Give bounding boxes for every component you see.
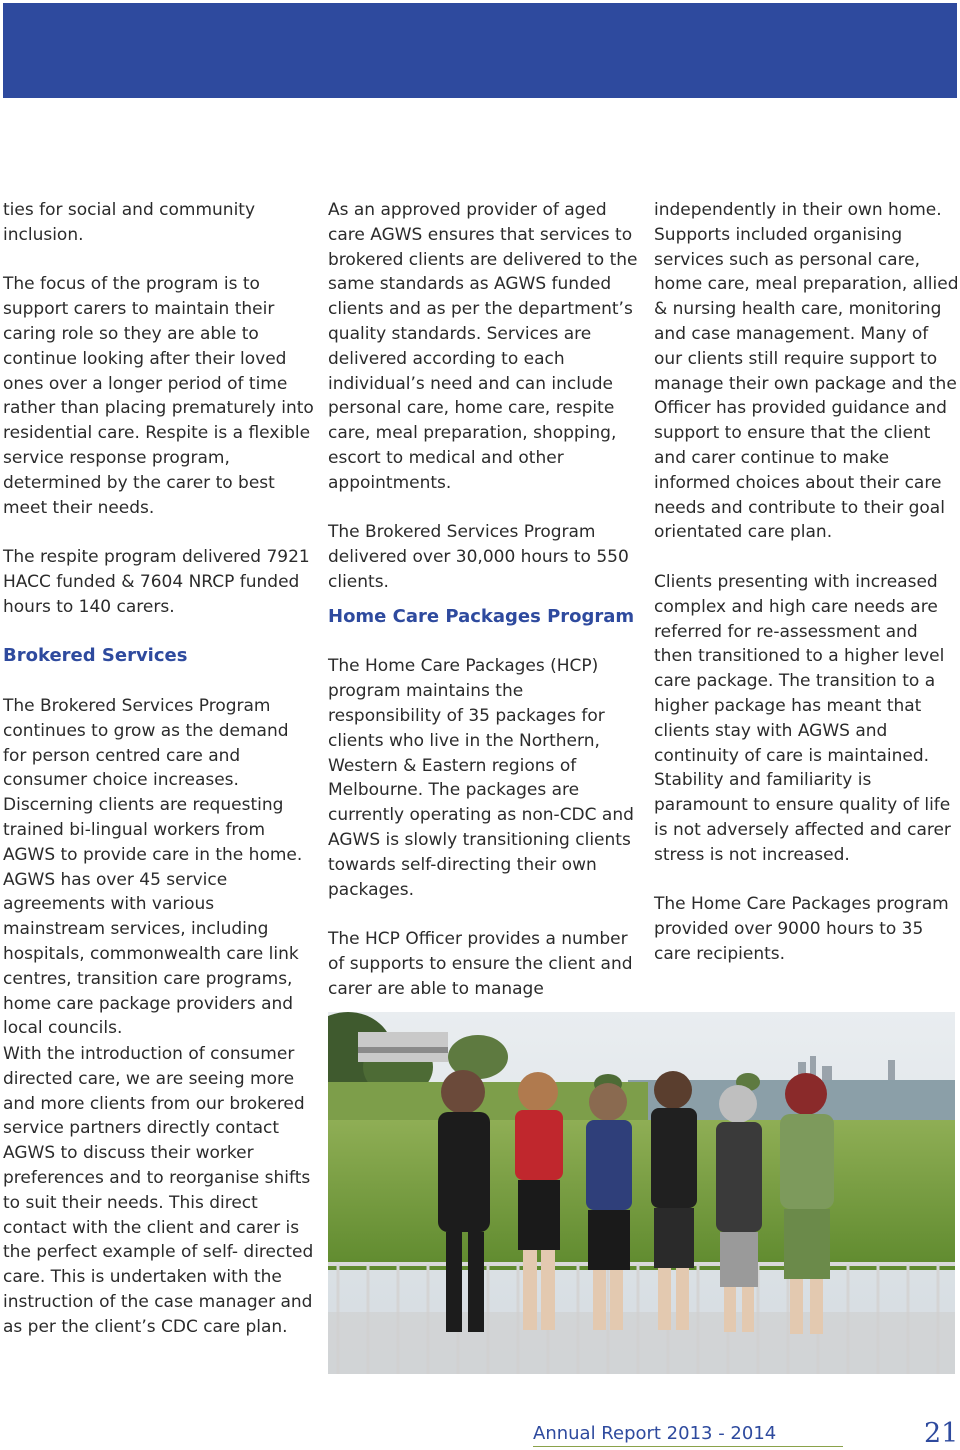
column-1 [3, 198, 315, 1041]
paragraph: independently in their own home. Supports included organising services such as personal care, home care, meal preparation, allied & nursing health care, monitoring and case management. Many of our clients still require support to manage their own package and the Officer has provided guidance and support to ensure that the client and carer continue to make informed choices about their care needs and contribute to their goal orientated care plan. [654, 200, 959, 543]
paragraph: With the introduction of consumer directed care, we are seeing more and more clients from our brokered service partners directly contact AGWS to discuss their worker preferences and to reorganise shifts to suit their needs. This direct contact with the client and carer is the perfect example of self- directed care. This is undertaken with the instruction of the case manager and as per the client’s CDC care plan. [3, 1044, 314, 1337]
section-heading-brokered-services: Brokered Services [3, 645, 188, 667]
page-number: 21 [924, 1418, 959, 1449]
header-band [3, 3, 957, 98]
paragraph: The HCP Officer provides a number of supports to ensure the client and carer are able to manage [328, 929, 633, 999]
paragraph: Clients presenting with increased complex and high care needs are referred for re-assessment and then transitioned to a higher level care package. The transition to a higher package has meant that clients stay with AGWS and continuity of care is maintained. Stability and familiarity is paramount to ensure quality of life is not adversely affected and carer stress is not increased. [654, 571, 951, 865]
column-3 [654, 198, 960, 967]
paragraph: The Brokered Services Program continues to grow as the demand for person centred care and consumer choice increases. Discerning clients are requesting trained bi-lingual workers from AGWS to provide care in the home. AGWS has over 45 service agreements with various mainstream services, including hospitals, commonwealth care link centres, transition care programs, home care package providers and local councils. [3, 695, 303, 1039]
column-2 [328, 198, 640, 1002]
paragraph: The Brokered Services Program delivered over 30,000 hours to 550 clients. [328, 522, 629, 592]
paragraph: As an approved provider of aged care AGWS ensures that services to brokered clients are delivered to the same standards as AGWS funded clients and as per the department’s quality standards. Services are delivered according to each individual’s need and can include personal care, home care, respite care, meal preparation, shopping, escort to medical and other appointments. [328, 200, 638, 493]
paragraph: The focus of the program is to support carers to maintain their caring role so they are able to continue looking after their loved ones over a longer period of time rather than placing prematurely into residential care. Respite is a flexible service response program, determined by the carer to best meet their needs. [3, 274, 314, 518]
paragraph: The Home Care Packages (HCP) program maintains the responsibility of 35 packages for clients who live in the Northern, Western & Eastern regions of Melbourne. The packages are currently operating as non-CDC and AGWS is slowly transitioning clients towards self-directing their own packages. [328, 656, 634, 900]
paragraph: ties for social and community inclusion. [3, 200, 256, 245]
footer-report-title: Annual Report 2013 - 2014 [533, 1423, 777, 1444]
column-1-lower [3, 1042, 315, 1340]
paragraph: The Home Care Packages program provided over 9000 hours to 35 care recipients. [654, 894, 949, 964]
paragraph: The respite program delivered 7921 HACC funded & 7604 NRCP funded hours to 140 carers. [3, 547, 310, 617]
footer-divider [533, 1446, 843, 1447]
group-photo [328, 1012, 955, 1374]
section-heading-home-care-packages: Home Care Packages Program [328, 605, 635, 627]
